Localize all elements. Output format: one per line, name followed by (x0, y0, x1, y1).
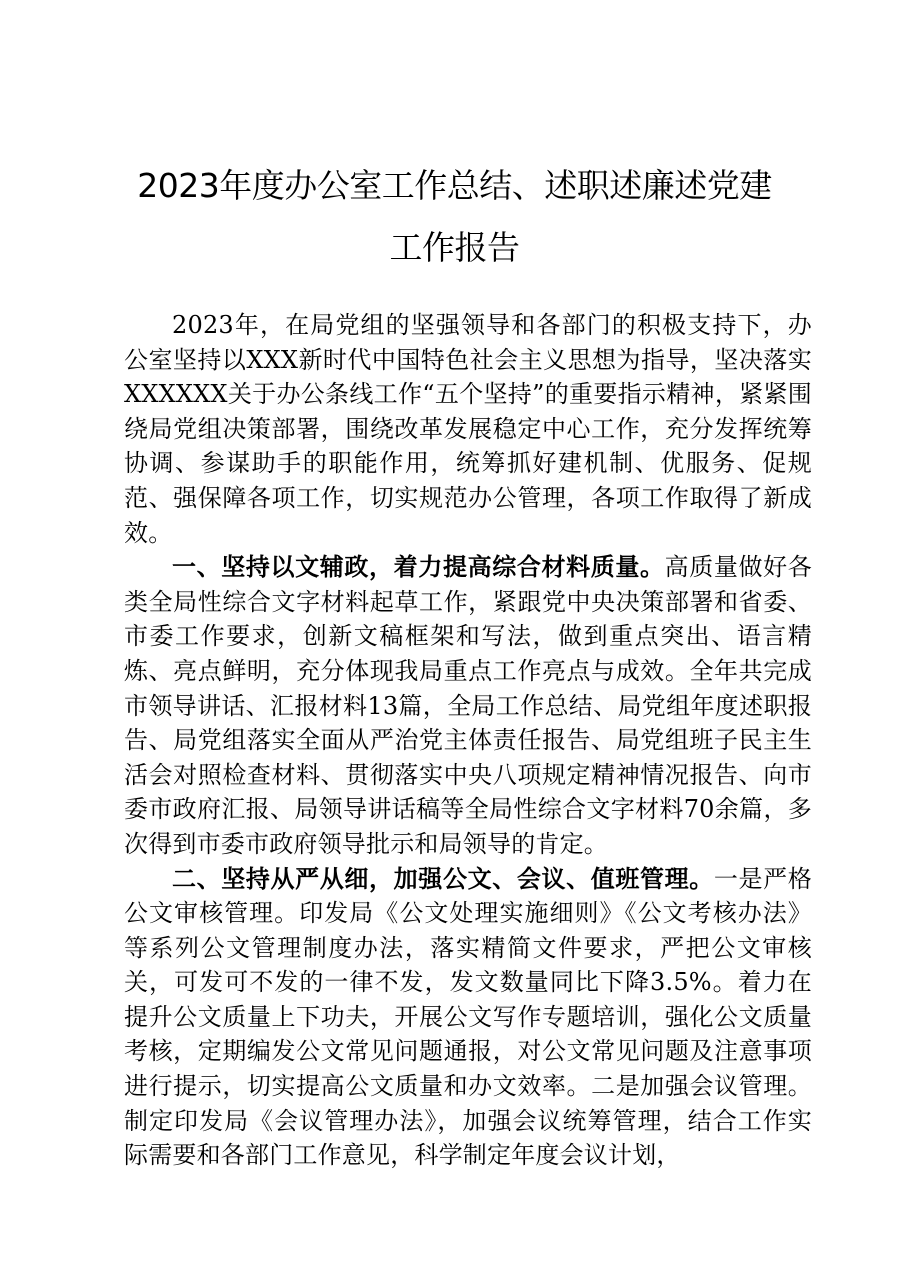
paragraph-text: 2023年，在局党组的坚强领导和各部门的积极支持下，办公室坚持以XXX新时代中国特色社会主义思想为指导，坚决落实XXXXXX关于办公条线工作“五个坚持”的重要指示精神，紧紧围绕局党组决策部署，围绕改革发展稳定中心工作，充分发挥统筹协调、参谋助手的职能作用，统筹抓好建机制、优服务、促规范、强保障各项工作，切实规范办公管理，各项工作取得了新成效。 (124, 311, 812, 547)
section-1-text: 高质量做好各类全局性综合文字材料起草工作，紧跟党中央决策部署和省委、市委工作要求，创新文稿框架和写法，做到重点突出、语言精炼、亮点鲜明，充分体现我局重点工作亮点与成效。全年共完成市领导讲话、汇报材料13篇，全局工作总结、局党组年度述职报告、局党组落实全面从严治党主体责任报告、局党组班子民主生活会对照检查材料、贯彻落实中央八项规定精神情况报告、向市委市政府汇报、局领导讲话稿等全局性综合文字材料70余篇，多次得到市委市政府领导批示和局领导的肯定。 (124, 553, 812, 858)
section-1-heading: 一、坚持以文辅政，着力提高综合材料质量。 (172, 552, 665, 582)
document-body (124, 308, 812, 1173)
section-2-heading: 二、坚持从严从细，加强公文、会议、值班管理。 (172, 863, 714, 893)
section-2-text: 一是严格公文审核管理。印发局《公文处理实施细则》《公文考核办法》等系列公文管理制度办法，落实精简文件要求，严把公文审核关，可发可不发的一律不发，发文数量同比下降3.5%。着力在提升公文质量上下功夫，开展公文写作专题培训，强化公文质量考核，定期编发公文常见问题通报，对公文常见问题及注意事项进行提示，切实提高公文质量和办文效率。二是加强会议管理。制定印发局《会议管理办法》，加强会议统筹管理，结合工作实际需要和各部门工作意见，科学制定年度会议计划， (124, 864, 812, 1170)
document-title-line-2: 工作报告 (389, 228, 520, 267)
intro-paragraph (124, 308, 812, 550)
document-title-line-1: 2023年度办公室工作总结、述职述廉述党建 (137, 166, 772, 205)
section-2-paragraph (124, 862, 812, 1173)
section-1-paragraph (124, 550, 812, 861)
